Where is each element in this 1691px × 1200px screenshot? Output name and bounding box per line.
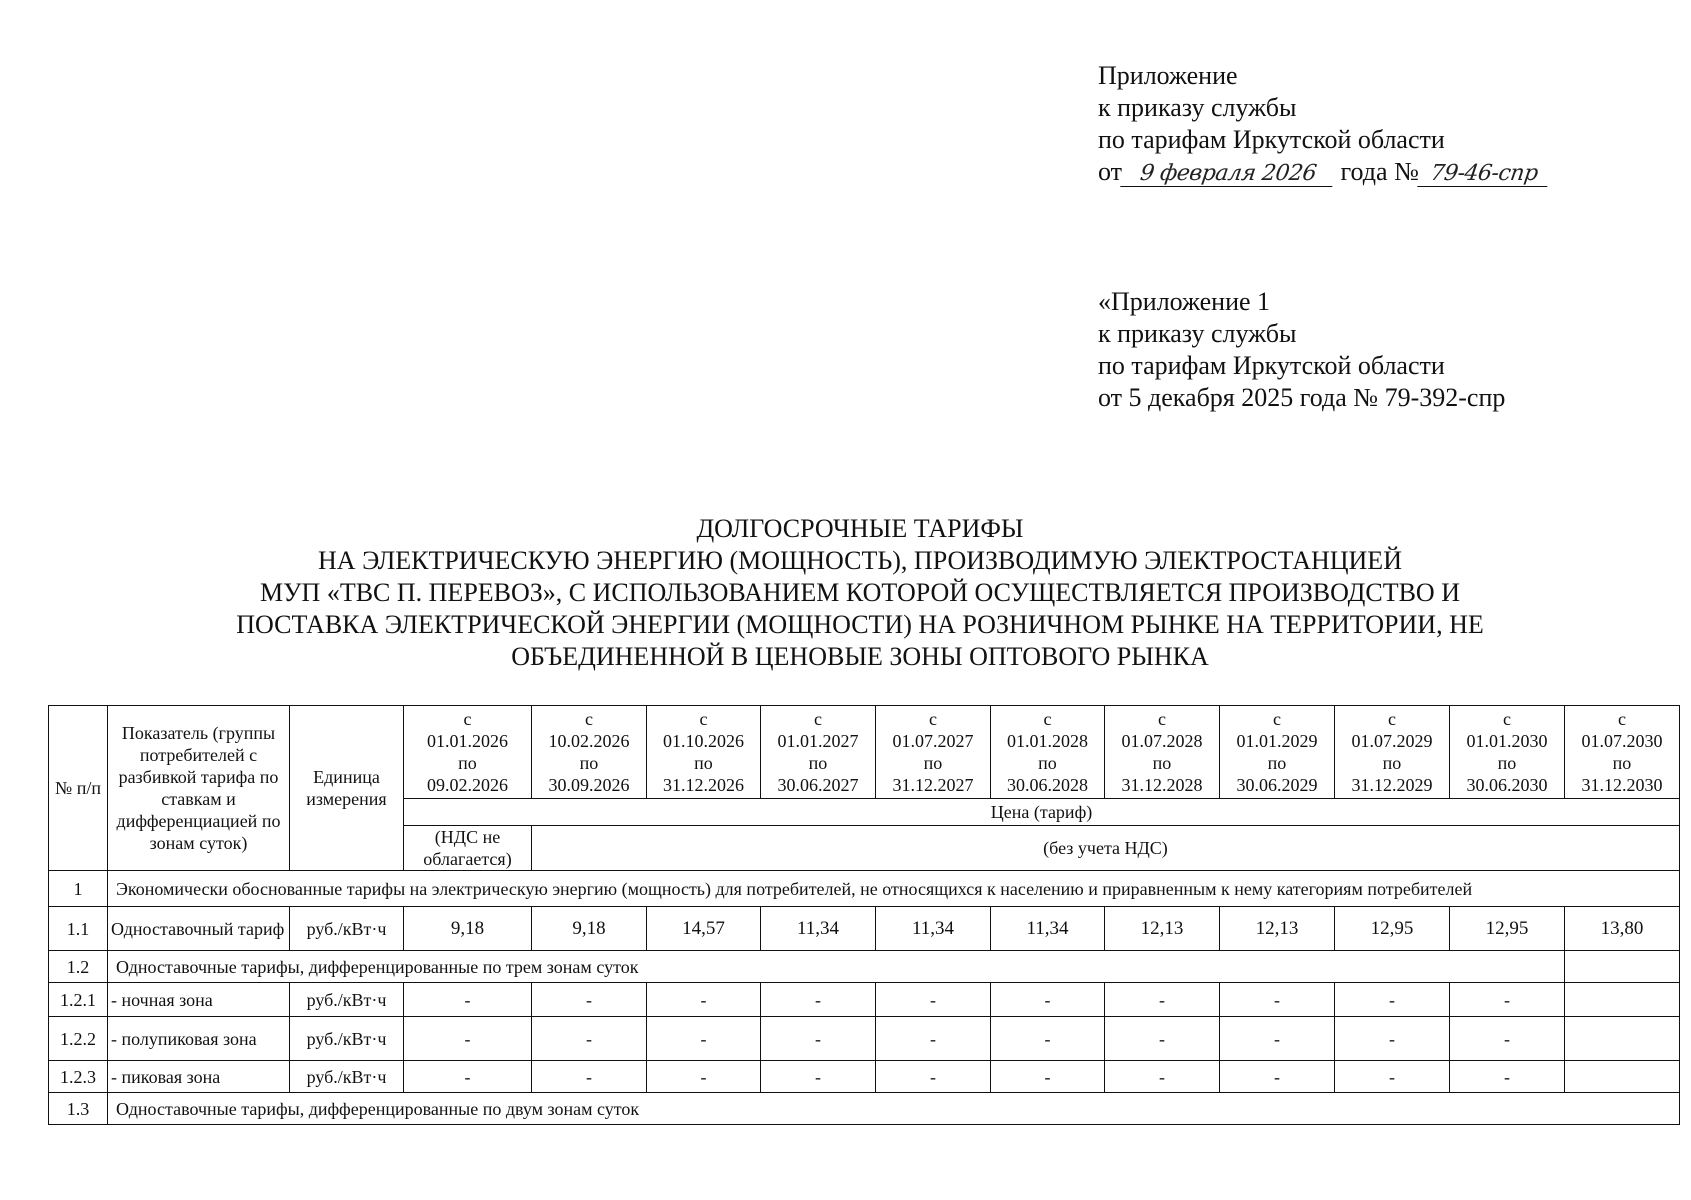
- tariff-value: -: [1105, 1017, 1220, 1061]
- period-header: [1105, 706, 1220, 799]
- period-start: 01.01.2030: [1466, 731, 1548, 751]
- tariff-value: -: [404, 1017, 532, 1061]
- tariff-value: -: [1450, 983, 1565, 1017]
- col-header-unit: Единица измерения: [290, 706, 404, 871]
- title-line-4: ПОСТАВКА ЭЛЕКТРИЧЕСКОЙ ЭНЕРГИИ (МОЩНОСТИ) НА РОЗНИЧНОМ РЫНКЕ НА ТЕРРИТОРИИ, НЕ: [236, 610, 1484, 639]
- tariff-value: -: [761, 1061, 876, 1093]
- period-header: [404, 706, 532, 799]
- period-start: 01.01.2028: [1007, 731, 1088, 751]
- tariff-value: -: [404, 1061, 532, 1093]
- period-from: с: [1043, 709, 1052, 729]
- period-to: по: [1612, 753, 1632, 773]
- tariff-value: 14,57: [647, 907, 761, 951]
- period-start: 01.01.2029: [1236, 731, 1318, 751]
- row-number: 1: [49, 871, 108, 907]
- tariff-value: 9,18: [532, 907, 647, 951]
- tariff-value: -: [991, 983, 1105, 1017]
- period-end: 30.06.2030: [1466, 775, 1548, 795]
- tariff-value: -: [761, 1017, 876, 1061]
- handwritten-order-number: 79-46-спр: [1417, 162, 1551, 187]
- tariff-value: [1565, 1017, 1680, 1061]
- period-from: с: [1388, 709, 1396, 729]
- period-from: с: [463, 709, 472, 729]
- table-row-1-2-2: [49, 1017, 1680, 1061]
- period-end: 31.12.2027: [892, 775, 974, 795]
- tariff-value: -: [1335, 1017, 1450, 1061]
- row-number: 1.2.3: [49, 1061, 108, 1093]
- tariff-value: -: [1105, 983, 1220, 1017]
- row-number: 1.2: [49, 951, 108, 983]
- col-header-indicator: Показатель (группы потребителей с разбивкой тарифа по ставкам и дифференциацией по зонам суток): [108, 706, 290, 871]
- period-end: 30.06.2029: [1236, 775, 1318, 795]
- period-to: по: [808, 753, 828, 773]
- tariff-value: -: [1220, 983, 1335, 1017]
- tariff-value: 11,34: [991, 907, 1105, 951]
- tariff-value: -: [1220, 1061, 1335, 1093]
- table-row-1-2-1: [49, 983, 1680, 1017]
- period-start: 01.07.2027: [892, 731, 974, 751]
- vat-excluded-header: (без учета НДС): [532, 826, 1680, 871]
- row-number: 1.2.2: [49, 1017, 108, 1061]
- row-unit: руб./кВт·ч: [290, 983, 404, 1017]
- tariff-value: -: [532, 1017, 647, 1061]
- empty-cell: [1565, 951, 1680, 983]
- appendix-header: [1098, 60, 1549, 188]
- tariff-value: -: [647, 983, 761, 1017]
- row-indicator: Одноставочный тариф: [108, 907, 290, 951]
- row-number: 1.2.1: [49, 983, 108, 1017]
- section-row-1-2: [49, 951, 1680, 983]
- appendix-date-line: [1098, 156, 1549, 188]
- period-header: [991, 706, 1105, 799]
- title-line-5: ОБЪЕДИНЕННОЙ В ЦЕНОВЫЕ ЗОНЫ ОПТОВОГО РЫНКА: [511, 642, 1209, 671]
- period-start: 01.01.2027: [777, 731, 859, 751]
- tariff-table: [48, 705, 1680, 1125]
- period-header: [532, 706, 647, 799]
- tariff-value: -: [1450, 1017, 1565, 1061]
- tariff-value: -: [647, 1017, 761, 1061]
- period-start: 01.01.2026: [427, 731, 508, 751]
- section-title: Экономически обоснованные тарифы на электрическую энергию (мощность) для потребителей, не относящихся к населению и приравненным к нему категориям потребителей: [108, 871, 1680, 907]
- period-to: по: [1152, 753, 1172, 773]
- tariff-value: -: [647, 1061, 761, 1093]
- price-header: Цена (тариф): [404, 799, 1680, 826]
- title-line-1: ДОЛГОСРОЧНЫЕ ТАРИФЫ: [696, 514, 1024, 543]
- period-header: [1565, 706, 1680, 799]
- tariff-value: [1565, 983, 1680, 1017]
- period-from: с: [814, 709, 822, 729]
- table-row-1-1: [49, 907, 1680, 951]
- original-appendix-line-4: от 5 декабря 2025 года № 79-392-спр: [1098, 383, 1506, 412]
- period-header-row: [49, 706, 1680, 799]
- period-to: по: [579, 753, 599, 773]
- period-to: по: [1382, 753, 1402, 773]
- tariff-value: 9,18: [404, 907, 532, 951]
- row-unit: руб./кВт·ч: [290, 907, 404, 951]
- row-indicator: - пиковая зона: [108, 1061, 290, 1093]
- appendix-line-3: по тарифам Иркутской области: [1098, 125, 1445, 154]
- tariff-value: -: [1335, 983, 1450, 1017]
- period-end: 31.12.2030: [1581, 775, 1663, 795]
- tariff-value: 11,34: [876, 907, 991, 951]
- section-title: Одноставочные тарифы, дифференцированные по трем зонам суток: [108, 951, 1565, 983]
- table-row-1-2-3: [49, 1061, 1680, 1093]
- period-header: [1220, 706, 1335, 799]
- period-to: по: [1497, 753, 1517, 773]
- period-end: 30.06.2028: [1007, 775, 1088, 795]
- period-header: [1450, 706, 1565, 799]
- period-start: 01.10.2026: [663, 731, 744, 751]
- period-to: по: [1267, 753, 1287, 773]
- row-unit: руб./кВт·ч: [290, 1061, 404, 1093]
- period-start: 10.02.2026: [548, 731, 630, 751]
- tariff-value: -: [1220, 1017, 1335, 1061]
- tariff-value: -: [876, 983, 991, 1017]
- row-indicator: - полупиковая зона: [108, 1017, 290, 1061]
- appendix-line-2: к приказу службы: [1098, 93, 1297, 122]
- title-line-3: МУП «ТВС П. ПЕРЕВОЗ», С ИСПОЛЬЗОВАНИЕМ КОТОРОЙ ОСУЩЕСТВЛЯЕТСЯ ПРОИЗВОДСТВО И: [260, 578, 1460, 607]
- tariff-value: -: [876, 1017, 991, 1061]
- period-end: 09.02.2026: [427, 775, 508, 795]
- period-to: по: [1038, 753, 1057, 773]
- title-line-2: НА ЭЛЕКТРИЧЕСКУЮ ЭНЕРГИЮ (МОЩНОСТЬ), ПРОИЗВОДИМУЮ ЭЛЕКТРОСТАНЦИЕЙ: [318, 546, 1402, 575]
- original-appendix-header: [1098, 286, 1505, 414]
- period-from: с: [929, 709, 937, 729]
- tariff-value: -: [991, 1061, 1105, 1093]
- period-end: 31.12.2028: [1121, 775, 1203, 795]
- original-appendix-line-1: «Приложение 1: [1098, 287, 1271, 316]
- period-header: [647, 706, 761, 799]
- appendix-line-1: Приложение: [1098, 61, 1238, 90]
- period-from: с: [1503, 709, 1511, 729]
- tariff-value: -: [991, 1017, 1105, 1061]
- period-start: 01.07.2030: [1581, 731, 1663, 751]
- period-to: по: [694, 753, 713, 773]
- tariff-value: -: [1335, 1061, 1450, 1093]
- period-end: 31.12.2029: [1351, 775, 1433, 795]
- period-header: [876, 706, 991, 799]
- tariff-value: 13,80: [1565, 907, 1680, 951]
- period-start: 01.07.2028: [1121, 731, 1203, 751]
- period-to: по: [458, 753, 477, 773]
- period-from: с: [699, 709, 708, 729]
- period-from: с: [585, 709, 593, 729]
- tariff-value: 11,34: [761, 907, 876, 951]
- tariff-value: -: [761, 983, 876, 1017]
- period-from: с: [1618, 709, 1626, 729]
- row-indicator: - ночная зона: [108, 983, 290, 1017]
- tariff-value: -: [1450, 1061, 1565, 1093]
- document-title: [150, 513, 1570, 673]
- period-to: по: [923, 753, 943, 773]
- date-prefix: от: [1098, 157, 1123, 186]
- row-unit: руб./кВт·ч: [290, 1017, 404, 1061]
- tariff-value: -: [532, 1061, 647, 1093]
- period-from: с: [1273, 709, 1281, 729]
- tariff-value: -: [876, 1061, 991, 1093]
- section-row-1: [49, 871, 1680, 907]
- tariff-value: [1565, 1061, 1680, 1093]
- tariff-value: 12,13: [1220, 907, 1335, 951]
- period-from: с: [1158, 709, 1166, 729]
- tariff-value: -: [532, 983, 647, 1017]
- section-row-1-3: [49, 1093, 1680, 1125]
- tariff-value: -: [1105, 1061, 1220, 1093]
- col-header-number: № п/п: [49, 706, 108, 871]
- period-header: [761, 706, 876, 799]
- vat-exempt-header: (НДС не облагается): [404, 826, 532, 871]
- handwritten-date: 9 февраля 2026: [1120, 162, 1336, 187]
- tariff-value: 12,95: [1335, 907, 1450, 951]
- tariff-value: -: [404, 983, 532, 1017]
- period-end: 30.06.2027: [777, 775, 859, 795]
- original-appendix-line-3: по тарифам Иркутской области: [1098, 351, 1445, 380]
- section-title: Одноставочные тарифы, дифференцированные по двум зонам суток: [108, 1093, 1680, 1125]
- period-end: 30.09.2026: [548, 775, 630, 795]
- period-start: 01.07.2029: [1351, 731, 1433, 751]
- period-end: 31.12.2026: [663, 775, 744, 795]
- tariff-value: 12,95: [1450, 907, 1565, 951]
- original-appendix-line-2: к приказу службы: [1098, 319, 1297, 348]
- row-number: 1.1: [49, 907, 108, 951]
- tariff-value: 12,13: [1105, 907, 1220, 951]
- period-header: [1335, 706, 1450, 799]
- year-word: года №: [1340, 157, 1419, 186]
- row-number: 1.3: [49, 1093, 108, 1125]
